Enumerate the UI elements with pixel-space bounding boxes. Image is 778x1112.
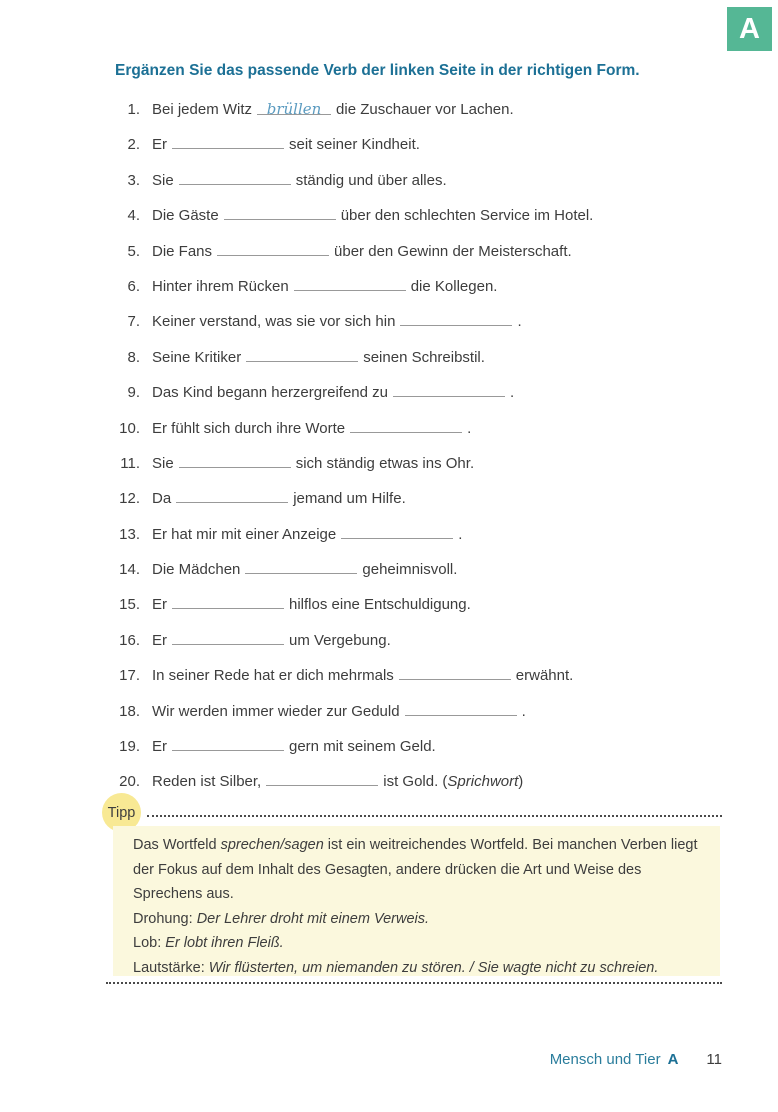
- answer-blank[interactable]: [224, 204, 336, 220]
- answer-blank[interactable]: [172, 735, 284, 751]
- item-text-post: die Kollegen.: [410, 277, 498, 295]
- item-text-pre: Die Mädchen: [152, 561, 241, 579]
- item-text: [152, 593, 732, 615]
- item-text-post: .: [458, 525, 463, 543]
- tip-example-label: Lautstärke:: [133, 959, 209, 976]
- item-number: 16.: [119, 631, 140, 649]
- exercise-item: [110, 523, 732, 545]
- item-text-post: die Zuschauer vor Lachen.: [336, 101, 514, 118]
- item-text-pre: Er hat mir mit einer Anzeige: [152, 525, 337, 543]
- item-number: 13.: [119, 525, 140, 543]
- item-text-post: ist Gold. (: [383, 773, 448, 791]
- exercise-item: [110, 275, 732, 297]
- item-text: [152, 381, 732, 403]
- answer-blank[interactable]: [341, 523, 453, 539]
- item-text-post: sich ständig etwas ins Ohr.: [295, 454, 475, 472]
- item-text-pre: Er fühlt sich durch ihre Worte: [152, 419, 346, 437]
- tip-box: [113, 826, 720, 976]
- tip-example-list: [133, 907, 704, 981]
- item-text-pre: Er: [152, 631, 167, 649]
- chapter-badge: [727, 7, 772, 51]
- item-text-pre: In seiner Rede hat er dich mehrmals: [152, 667, 394, 685]
- item-number: 2.: [127, 136, 140, 154]
- item-text-post-italic: Sprichwort: [447, 773, 519, 791]
- tip-label: Tipp: [107, 804, 136, 821]
- item-text-pre: Seine Kritiker: [152, 348, 242, 366]
- answer-blank[interactable]: [172, 629, 284, 645]
- item-text: [152, 452, 732, 474]
- exercise-item: [110, 381, 732, 403]
- answer-blank[interactable]: [176, 487, 288, 503]
- item-text-post: seit seiner Kindheit.: [289, 136, 420, 154]
- answer-blank[interactable]: [405, 700, 517, 716]
- item-number: 9.: [127, 384, 140, 402]
- page-footer: [550, 1051, 722, 1068]
- item-number: 11.: [120, 454, 140, 472]
- item-number: 6.: [127, 277, 140, 295]
- item-number: 17.: [119, 667, 140, 685]
- answer-blank[interactable]: [245, 558, 357, 574]
- exercise-instruction: Ergänzen Sie das passende Verb der linken Seite in der richtigen Form.: [115, 62, 640, 79]
- item-text-post: über den schlechten Service im Hotel.: [340, 207, 594, 225]
- tip-example-text: Der Lehrer droht mit einem Verweis.: [196, 910, 430, 927]
- item-text-pre: Da: [152, 490, 172, 508]
- item-number: 10.: [119, 419, 140, 437]
- tip-dotted-divider-top: [147, 815, 722, 817]
- item-text-post-end: ): [518, 773, 524, 791]
- exercise-item: [110, 593, 732, 615]
- item-text-post: erwähnt.: [515, 667, 574, 685]
- answer-blank[interactable]: [179, 452, 291, 468]
- answer-blank[interactable]: [294, 275, 406, 291]
- exercise-item: [110, 664, 732, 686]
- item-number: 7.: [127, 313, 140, 331]
- item-text-pre: Keiner verstand, was sie vor sich hin: [152, 313, 396, 331]
- item-number: 5.: [127, 242, 140, 260]
- exercise-item: [110, 558, 732, 580]
- item-text-pre: Bei jedem Witz: [152, 101, 253, 118]
- exercise-item: [110, 629, 732, 651]
- item-number: 19.: [119, 738, 140, 756]
- item-text-pre: Reden ist Silber,: [152, 773, 262, 791]
- item-number: 8.: [127, 348, 140, 366]
- item-text-post: über den Gewinn der Meisterschaft.: [334, 242, 572, 260]
- tip-intro-pre: Das Wortfeld: [133, 837, 221, 853]
- item-text-post: seinen Schreibstil.: [363, 348, 485, 366]
- chapter-badge-letter: A: [739, 12, 760, 45]
- answer-blank[interactable]: [399, 664, 511, 680]
- item-text: [152, 275, 732, 297]
- item-text: [152, 770, 732, 792]
- item-text: [152, 700, 732, 722]
- item-text: [152, 487, 732, 509]
- item-text-pre: Er: [152, 596, 167, 614]
- item-text: [152, 629, 732, 651]
- exercise-item: [110, 310, 732, 332]
- item-text: [152, 99, 732, 120]
- exercise-item: [110, 770, 732, 792]
- item-text-post: geheimnisvoll.: [362, 561, 458, 579]
- answer-blank[interactable]: [179, 169, 291, 185]
- tip-dotted-divider-bottom: [106, 982, 722, 984]
- answer-blank[interactable]: [393, 381, 505, 397]
- tip-example-label: Lob:: [133, 935, 166, 952]
- item-text: [152, 169, 732, 191]
- item-text: [152, 310, 732, 332]
- footer-section-letter: A: [667, 1051, 679, 1068]
- exercise-item: [110, 700, 732, 722]
- item-number: 20.: [119, 773, 140, 791]
- tip-example-text: Wir flüsterten, um niemanden zu stören. / Sie wagte nicht zu schreien.: [208, 959, 659, 976]
- item-text: [152, 735, 732, 757]
- item-text-pre: Das Kind begann herzergreifend zu: [152, 384, 388, 402]
- item-text-pre: Die Fans: [152, 242, 213, 260]
- tip-example: [133, 931, 704, 956]
- item-text-post: .: [467, 419, 472, 437]
- exercise-item: [110, 99, 732, 120]
- tip-example: [133, 956, 704, 981]
- answer-blank[interactable]: [400, 310, 512, 326]
- item-number: 3.: [127, 171, 140, 189]
- item-text: [152, 558, 732, 580]
- exercise-item: [110, 169, 732, 191]
- answer-blank[interactable]: [257, 99, 331, 118]
- item-number: 15.: [119, 596, 140, 614]
- exercise-item: [110, 133, 732, 155]
- item-text-pre: Hinter ihrem Rücken: [152, 277, 289, 295]
- answer-blank[interactable]: [172, 593, 284, 609]
- exercise-item: [110, 735, 732, 757]
- exercise-item: [110, 204, 732, 226]
- item-text-pre: Er: [152, 136, 167, 154]
- item-text: [152, 240, 732, 262]
- item-text-pre: Sie: [152, 171, 174, 189]
- answer-blank[interactable]: [350, 417, 462, 433]
- answer-text: brüllen: [266, 100, 322, 118]
- tip-intro-post: ist ein weitreichendes Wortfeld. Bei manchen Verben liegt der Fokus auf dem Inhalt des Gesagten, andere drücken die Art und Weise des Sprechens aus.: [133, 837, 698, 903]
- item-text-pre: Sie: [152, 454, 174, 472]
- item-text-post: um Vergebung.: [289, 631, 391, 649]
- item-text-pre: Die Gäste: [152, 207, 219, 225]
- item-number: 14.: [119, 561, 140, 579]
- exercise-item: [110, 240, 732, 262]
- answer-blank[interactable]: [172, 133, 284, 149]
- answer-blank[interactable]: [266, 770, 378, 786]
- tip-intro: [133, 833, 704, 907]
- item-number: 18.: [119, 702, 140, 720]
- answer-blank[interactable]: [217, 240, 329, 256]
- item-text-post: gern mit seinem Geld.: [289, 738, 436, 756]
- item-number: 4.: [127, 207, 140, 225]
- exercise-item: [110, 452, 732, 474]
- tip-intro-italic: sprechen/sagen: [220, 837, 324, 853]
- tip-example: [133, 907, 704, 932]
- item-text-pre: Er: [152, 738, 167, 756]
- item-text-post: .: [517, 313, 522, 331]
- item-text-post: .: [510, 384, 515, 402]
- answer-blank[interactable]: [246, 346, 358, 362]
- footer-page-number: 11: [706, 1051, 722, 1068]
- exercise-list: [110, 99, 732, 806]
- item-number: 12.: [119, 490, 140, 508]
- item-text-post: .: [521, 702, 526, 720]
- item-text-post: jemand um Hilfe.: [293, 490, 406, 508]
- item-text: [152, 204, 732, 226]
- exercise-item: [110, 487, 732, 509]
- item-text-pre: Wir werden immer wieder zur Geduld: [152, 702, 400, 720]
- tip-example-text: Er lobt ihren Fleiß.: [165, 935, 284, 952]
- item-text: [152, 133, 732, 155]
- item-number: 1.: [127, 101, 140, 118]
- tip-example-label: Drohung:: [133, 910, 197, 927]
- item-text: [152, 346, 732, 368]
- exercise-item: [110, 417, 732, 439]
- item-text: [152, 523, 732, 545]
- exercise-item: [110, 346, 732, 368]
- item-text: [152, 664, 732, 686]
- item-text-post: hilflos eine Entschuldigung.: [289, 596, 471, 614]
- footer-chapter-title: Mensch und Tier: [549, 1051, 661, 1068]
- item-text-post: ständig und über alles.: [295, 171, 447, 189]
- item-text: [152, 417, 732, 439]
